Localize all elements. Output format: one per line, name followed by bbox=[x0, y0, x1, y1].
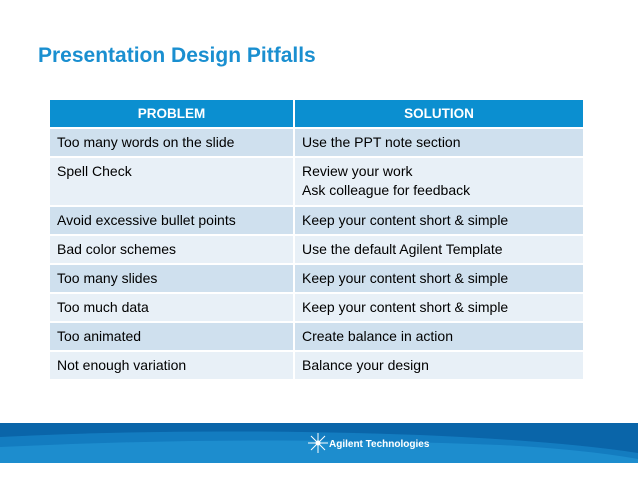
problem-cell: Spell Check bbox=[50, 157, 294, 206]
problem-cell: Too much data bbox=[50, 293, 294, 322]
problem-cell: Avoid excessive bullet points bbox=[50, 206, 294, 235]
problem-cell: Not enough variation bbox=[50, 351, 294, 380]
solution-cell bbox=[294, 206, 583, 235]
table-row bbox=[50, 235, 583, 264]
problem-cell: Too many words on the slide bbox=[50, 128, 294, 157]
solution-cell bbox=[294, 157, 583, 206]
table-row bbox=[50, 322, 583, 351]
brand-name: Agilent Technologies bbox=[329, 439, 430, 450]
solution-line: Review your work bbox=[302, 163, 413, 179]
agilent-spark-icon bbox=[306, 431, 330, 455]
table-header-row bbox=[50, 100, 583, 128]
solution-cell bbox=[294, 264, 583, 293]
header-solution: SOLUTION bbox=[294, 100, 583, 128]
solution-line: Keep your content short & simple bbox=[302, 270, 509, 286]
solution-line: Use the PPT note section bbox=[302, 134, 461, 150]
problem-cell: Too animated bbox=[50, 322, 294, 351]
table-row bbox=[50, 351, 583, 380]
solution-cell bbox=[294, 235, 583, 264]
solution-line: Ask colleague for feedback bbox=[302, 182, 471, 198]
solution-cell bbox=[294, 322, 583, 351]
slide-title: Presentation Design Pitfalls bbox=[38, 44, 316, 67]
solution-line: Keep your content short & simple bbox=[302, 299, 509, 315]
solution-line: Use the default Agilent Template bbox=[302, 241, 503, 257]
solution-cell bbox=[294, 351, 583, 380]
pitfalls-table bbox=[50, 100, 583, 381]
table-row bbox=[50, 264, 583, 293]
problem-cell: Too many slides bbox=[50, 264, 294, 293]
problem-cell: Bad color schemes bbox=[50, 235, 294, 264]
header-problem: PROBLEM bbox=[50, 100, 294, 128]
solution-cell bbox=[294, 293, 583, 322]
table-row bbox=[50, 157, 583, 206]
table-row bbox=[50, 128, 583, 157]
solution-line: Keep your content short & simple bbox=[302, 212, 509, 228]
solution-line: Balance your design bbox=[302, 357, 429, 373]
solution-cell bbox=[294, 128, 583, 157]
table-row bbox=[50, 206, 583, 235]
table-row bbox=[50, 293, 583, 322]
solution-line: Create balance in action bbox=[302, 328, 453, 344]
